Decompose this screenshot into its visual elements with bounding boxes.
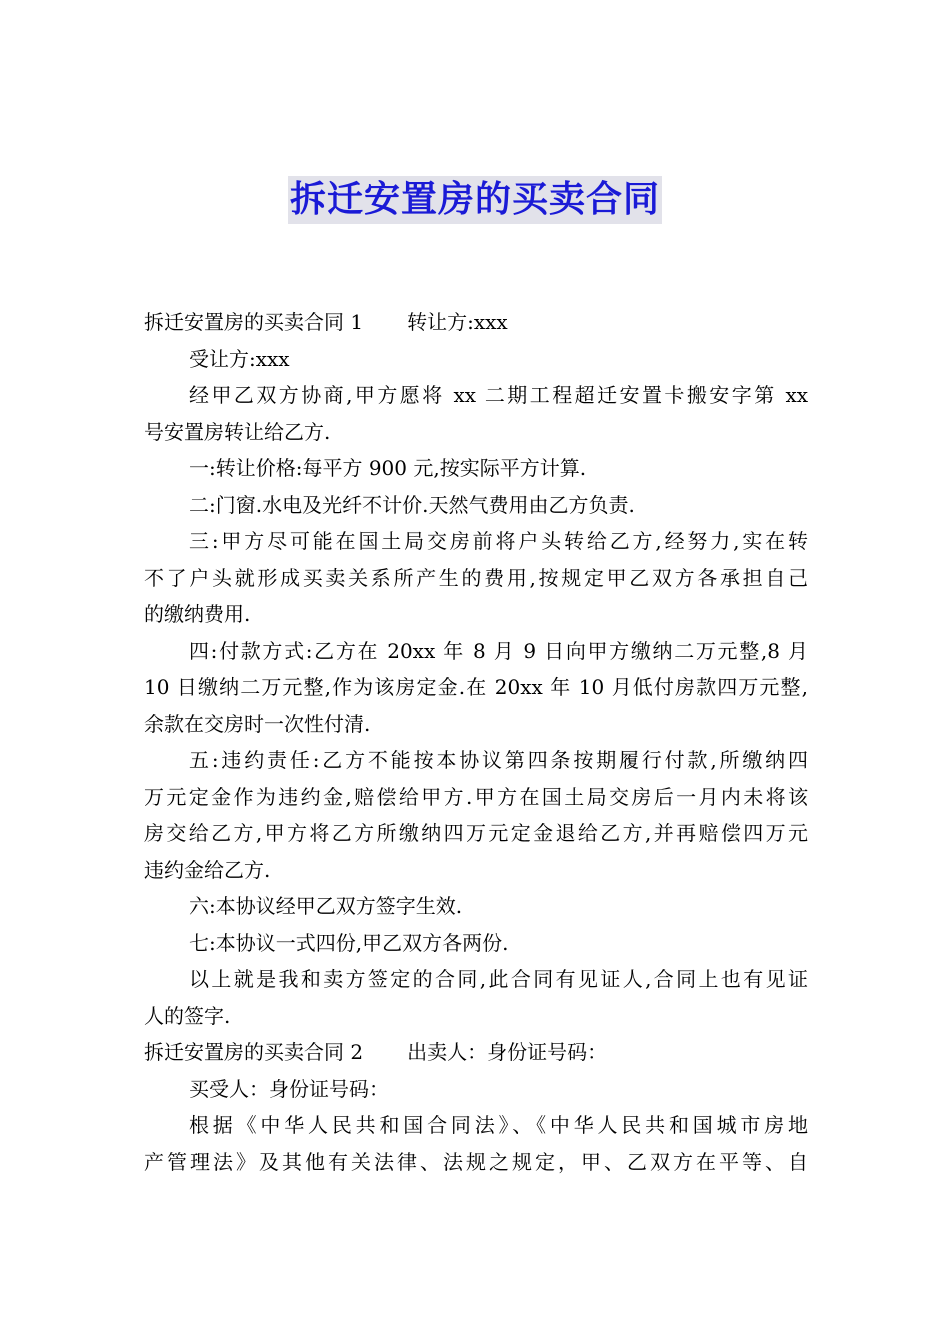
intro-line-2: 号安置房转让给乙方.	[144, 419, 331, 444]
article-5-line-1: 五:违约责任:乙方不能按本协议第四条按期履行付款,所缴纳四	[189, 748, 808, 772]
buyer-line: 买受人：身份证号码：	[189, 1076, 389, 1101]
title-container	[0, 176, 950, 224]
section2-heading-line	[144, 1034, 808, 1071]
section1-heading-line	[144, 304, 808, 341]
basis-line-1: 根据《中华人民共和国合同法》、《中华人民共和国城市房地	[189, 1113, 808, 1137]
transferee-line: 受让方:xxx	[189, 346, 290, 371]
note-line-2: 人的签字.	[144, 1003, 231, 1028]
article-4-line-3: 余款在交房时一次性付清.	[144, 711, 371, 736]
basis-line-2: 产管理法》及其他有关法律、法规之规定，甲、乙双方在平等、自	[144, 1149, 808, 1174]
article-7: 七:本协议一式四份,甲乙双方各两份.	[189, 930, 509, 955]
note-line-1: 以上就是我和卖方签定的合同,此合同有见证人,合同上也有见证	[189, 967, 808, 991]
article-3-line-1: 三:甲方尽可能在国土局交房前将户头转给乙方,经努力,实在转	[189, 529, 808, 553]
article-1: 一:转让价格:每平方 900 元,按实际平方计算.	[189, 456, 587, 480]
document-title: 拆迁安置房的买卖合同	[288, 176, 662, 224]
article-5-line-2: 万元定金作为违约金,赔偿给甲方.甲方在国土局交房后一月内未将该	[144, 784, 808, 809]
article-5-line-3: 房交给乙方,甲方将乙方所缴纳四万元定金退给乙方,并再赔偿四万元	[144, 821, 808, 845]
article-3-line-3: 的缴纳费用.	[144, 602, 251, 626]
article-6: 六:本协议经甲乙双方签字生效.	[189, 894, 463, 918]
article-5-line-4: 违约金给乙方.	[144, 857, 271, 882]
intro-line-1: 经甲乙双方协商,甲方愿将 xx 二期工程超迁安置卡搬安字第 xx	[189, 383, 808, 407]
document-body	[144, 304, 808, 1180]
transferor-text: 转让方:xxx	[407, 310, 508, 334]
article-3-line-2: 不了户头就形成买卖关系所产生的费用,按规定甲乙双方各承担自己	[144, 565, 808, 590]
article-4-line-1: 四:付款方式:乙方在 20xx 年 8 月 9 日向甲方缴纳二万元整,8 月	[189, 638, 808, 663]
section1-heading: 拆迁安置房的买卖合同 1	[144, 310, 364, 334]
article-4-line-2: 10 日缴纳二万元整,作为该房定金.在 20xx 年 10 月低付房款四万元整,	[144, 675, 808, 699]
section2-heading: 拆迁安置房的买卖合同 2	[144, 1040, 364, 1064]
article-2: 二:门窗.水电及光纤不计价.天然气费用由乙方负责.	[189, 492, 635, 517]
seller-text: 出卖人：身份证号码：	[407, 1040, 608, 1064]
